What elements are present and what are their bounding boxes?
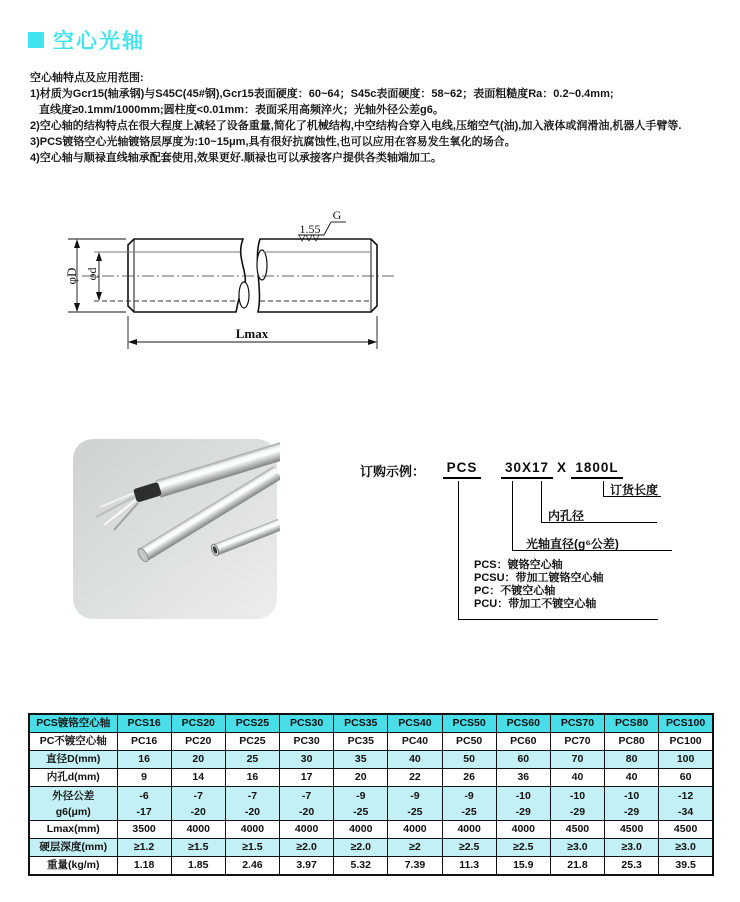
table-cell: 30 <box>280 751 334 769</box>
table-cell: -10 -29 <box>550 787 604 821</box>
table-cell: -7 -20 <box>280 787 334 821</box>
callout-line-diameter <box>512 481 513 550</box>
table-cell: PC35 <box>334 733 388 751</box>
intro-line-4: 3)PCS镀铬空心光轴镀铬层厚度为:10~15μm,具有很好抗腐蚀性,也可以应用在容易发生氧化的场合。 <box>30 136 516 148</box>
row-label: 内孔d(mm) <box>29 769 117 787</box>
callout-label-bore: 内孔径 <box>548 509 585 523</box>
page-title: 空心光轴 <box>53 30 145 53</box>
table-cell: -7 -20 <box>225 787 279 821</box>
table-row <box>29 857 713 876</box>
table-cell: 4000 <box>334 821 388 839</box>
table-cell: 4000 <box>496 821 550 839</box>
table-cell: 4000 <box>442 821 496 839</box>
callout-underline-diameter <box>512 550 672 551</box>
spec-table-wrap <box>28 713 714 876</box>
table-cell: 40 <box>605 769 659 787</box>
table-cell: 25.3 <box>605 857 659 876</box>
shaft-technical-drawing <box>58 205 426 360</box>
ordering-example-diagram <box>360 455 700 640</box>
table-cell: PCS40 <box>388 714 442 733</box>
table-cell: -9 -25 <box>334 787 388 821</box>
callout-label-diameter: 光轴直径(g⁶公差) <box>526 537 619 551</box>
table-cell: PC30 <box>280 733 334 751</box>
table-cell: ≥2 <box>388 839 442 857</box>
table-cell: 35 <box>334 751 388 769</box>
label-finish-grade: G <box>332 208 342 222</box>
label-finish-value: 1.55 <box>299 222 321 236</box>
table-cell: -9 -25 <box>442 787 496 821</box>
table-cell: ≥1.5 <box>225 839 279 857</box>
table-cell: -10 -29 <box>605 787 659 821</box>
callout-underline-bore <box>541 522 657 523</box>
row-label: PCS镀铬空心轴 <box>29 714 117 733</box>
intro-heading: 空心轴特点及应用范围: <box>30 72 144 84</box>
table-cell: 80 <box>605 751 659 769</box>
table-cell: 36 <box>496 769 550 787</box>
intro-line-1: 1)材质为Gcr15(轴承钢)与S45C(45#钢),Gcr15表面硬度：60~64；S45c表面硬度：58~62；表面粗糙度Ra：0.2~0.4mm; <box>30 88 614 100</box>
table-cell: PC20 <box>171 733 225 751</box>
title-bullet-square-icon <box>28 32 44 48</box>
table-cell: 1.85 <box>171 857 225 876</box>
row-label: 重量(kg/m) <box>29 857 117 876</box>
order-code-length: 1800L <box>571 459 623 479</box>
table-cell: 60 <box>496 751 550 769</box>
table-cell: 60 <box>659 769 713 787</box>
table-cell: -9 -25 <box>388 787 442 821</box>
table-cell: -7 -20 <box>171 787 225 821</box>
table-cell: PC100 <box>659 733 713 751</box>
table-cell: 39.5 <box>659 857 713 876</box>
table-cell: 2.46 <box>225 857 279 876</box>
callout-line-length <box>603 481 604 496</box>
table-cell: 100 <box>659 751 713 769</box>
table-cell: PC16 <box>117 733 171 751</box>
order-code-size: 30X17 <box>501 459 553 479</box>
table-cell: PC80 <box>605 733 659 751</box>
table-cell: 25 <box>225 751 279 769</box>
label-inner-diameter: φd <box>85 267 99 281</box>
page-header <box>28 25 145 55</box>
table-cell: PCS16 <box>117 714 171 733</box>
table-cell: 1.18 <box>117 857 171 876</box>
table-row <box>29 821 713 839</box>
table-cell: ≥3.0 <box>605 839 659 857</box>
table-cell: 50 <box>442 751 496 769</box>
shaft-outline <box>128 239 377 312</box>
table-row <box>29 769 713 787</box>
table-cell: 20 <box>334 769 388 787</box>
order-code-legend <box>474 559 604 611</box>
table-cell: PCS50 <box>442 714 496 733</box>
legend-item-pcs: PCS：镀铬空心轴 <box>474 559 563 571</box>
table-cell: ≥2.0 <box>280 839 334 857</box>
table-cell: 3500 <box>117 821 171 839</box>
callout-label-length: 订货长度 <box>610 483 659 497</box>
table-cell: 17 <box>280 769 334 787</box>
table-cell: ≥2.0 <box>334 839 388 857</box>
legend-item-pcsu: PCSU：带加工镀铬空心轴 <box>474 572 604 584</box>
table-cell: 4000 <box>225 821 279 839</box>
table-row <box>29 714 713 733</box>
table-cell: PC60 <box>496 733 550 751</box>
intro-line-2: 直线度≥0.1mm/1000mm;圆柱度<0.01mm：表面采用高频淬火；光轴外径公差g6。 <box>39 104 444 116</box>
table-cell: 21.8 <box>550 857 604 876</box>
table-cell: 70 <box>550 751 604 769</box>
table-cell: 16 <box>225 769 279 787</box>
legend-item-pcu: PCU：带加工不镀空心轴 <box>474 598 597 610</box>
table-cell: 9 <box>117 769 171 787</box>
order-code-prefix: PCS <box>443 459 481 479</box>
table-cell: 15.9 <box>496 857 550 876</box>
intro-line-5: 4)空心轴与顺禄直线轴承配套使用,效果更好.顺禄也可以承接客户提供各类轴端加工。 <box>30 152 442 164</box>
table-cell: 3.97 <box>280 857 334 876</box>
table-cell: 4000 <box>280 821 334 839</box>
callout-underline-length <box>603 496 661 497</box>
callout-line-bore <box>541 481 542 522</box>
table-row <box>29 839 713 857</box>
table-cell: PCS25 <box>225 714 279 733</box>
row-label: Lmax(mm) <box>29 821 117 839</box>
table-cell: ≥2.5 <box>496 839 550 857</box>
table-cell: 7.39 <box>388 857 442 876</box>
table-cell: -12 -34 <box>659 787 713 821</box>
spec-table <box>28 713 714 876</box>
table-cell: 40 <box>388 751 442 769</box>
ordering-label: 订购示例： <box>360 464 426 479</box>
table-cell: 16 <box>117 751 171 769</box>
table-cell: 4500 <box>605 821 659 839</box>
table-cell: 26 <box>442 769 496 787</box>
label-outer-diameter: φD <box>64 267 79 285</box>
row-label: 外径公差 g6(μm) <box>29 787 117 821</box>
table-cell: 4000 <box>171 821 225 839</box>
table-cell: ≥1.5 <box>171 839 225 857</box>
table-cell: 11.3 <box>442 857 496 876</box>
table-cell: PCS60 <box>496 714 550 733</box>
order-code-separator: X <box>556 460 567 475</box>
table-cell: 20 <box>171 751 225 769</box>
product-photo <box>70 437 280 623</box>
table-cell: 4500 <box>659 821 713 839</box>
table-cell: PC25 <box>225 733 279 751</box>
table-cell: 4000 <box>388 821 442 839</box>
table-cell: 4500 <box>550 821 604 839</box>
table-cell: 14 <box>171 769 225 787</box>
table-row <box>29 751 713 769</box>
table-cell: PC70 <box>550 733 604 751</box>
table-cell: ≥3.0 <box>550 839 604 857</box>
table-cell: ≥2.5 <box>442 839 496 857</box>
table-cell: -10 -29 <box>496 787 550 821</box>
label-length: Lmax <box>235 326 269 341</box>
table-cell: 5.32 <box>334 857 388 876</box>
callout-line-prefix <box>458 481 459 619</box>
table-cell: PC50 <box>442 733 496 751</box>
table-cell: PCS35 <box>334 714 388 733</box>
table-row <box>29 787 713 821</box>
table-cell: ≥1.2 <box>117 839 171 857</box>
table-cell: PCS30 <box>280 714 334 733</box>
table-cell: PCS20 <box>171 714 225 733</box>
table-cell: PCS70 <box>550 714 604 733</box>
legend-item-pc: PC：不镀空心轴 <box>474 585 556 597</box>
row-label: 硬层深度(mm) <box>29 839 117 857</box>
row-label: PC不镀空心轴 <box>29 733 117 751</box>
table-cell: PC40 <box>388 733 442 751</box>
table-cell: 40 <box>550 769 604 787</box>
row-label: 直径D(mm) <box>29 751 117 769</box>
table-cell: ≥3.0 <box>659 839 713 857</box>
table-cell: PCS100 <box>659 714 713 733</box>
table-cell: PCS80 <box>605 714 659 733</box>
table-cell: 22 <box>388 769 442 787</box>
intro-line-3: 2)空心轴的结构特点在很大程度上减轻了设备重量,简化了机械结构,中空结构合穿入电线,压缩空气(油),加入液体或润滑油,机器人手臂等. <box>30 120 682 132</box>
table-cell: -6 -17 <box>117 787 171 821</box>
callout-underline-prefix <box>458 619 658 620</box>
table-row <box>29 733 713 751</box>
intro-section <box>30 70 730 166</box>
